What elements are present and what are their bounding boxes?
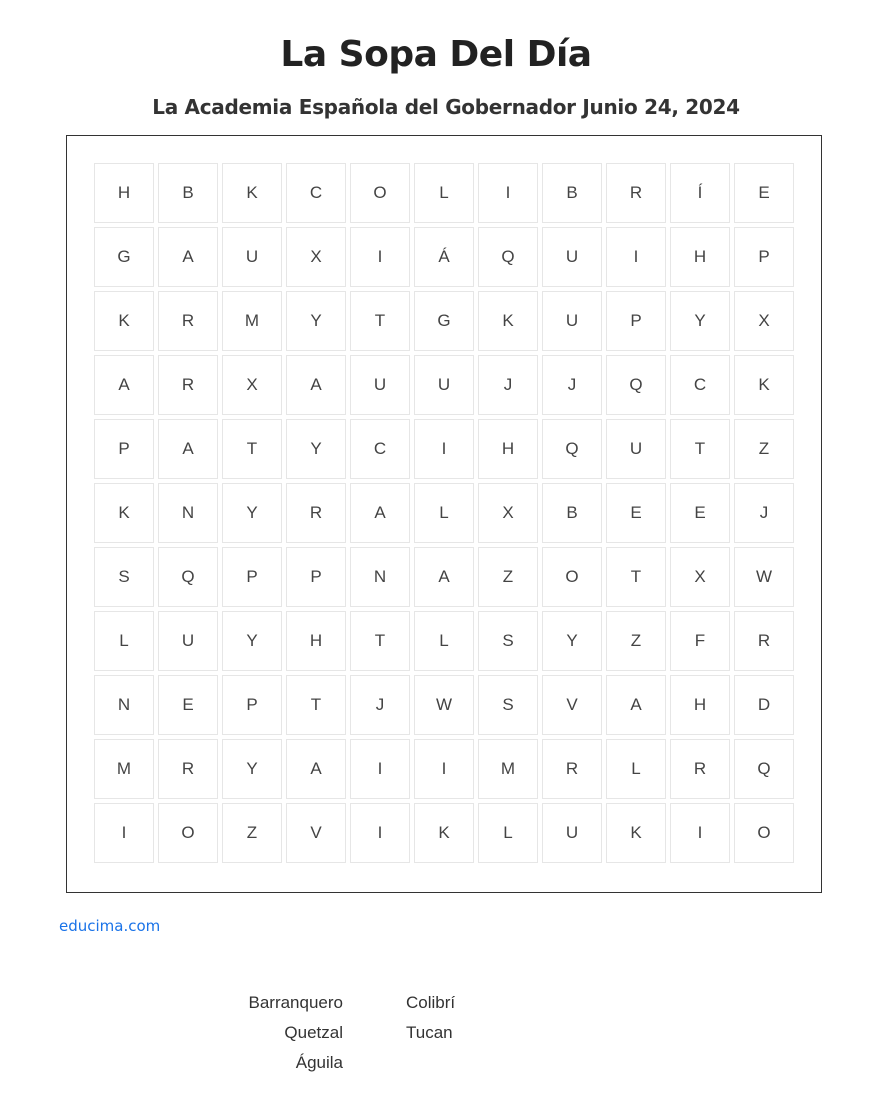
grid-cell[interactable]: I bbox=[350, 739, 410, 799]
grid-cell[interactable]: C bbox=[670, 355, 730, 415]
grid-cell[interactable]: Y bbox=[222, 483, 282, 543]
grid-cell[interactable]: Z bbox=[606, 611, 666, 671]
grid-cell[interactable]: R bbox=[670, 739, 730, 799]
grid-cell[interactable]: L bbox=[414, 163, 474, 223]
grid-cell[interactable]: S bbox=[478, 611, 538, 671]
grid-cell[interactable]: U bbox=[414, 355, 474, 415]
grid-cell[interactable]: M bbox=[478, 739, 538, 799]
grid-cell[interactable]: G bbox=[94, 227, 154, 287]
grid-cell[interactable]: Y bbox=[286, 291, 346, 351]
grid-cell[interactable]: N bbox=[350, 547, 410, 607]
grid-cell[interactable]: H bbox=[670, 227, 730, 287]
grid-cell[interactable]: X bbox=[670, 547, 730, 607]
grid-cell[interactable]: O bbox=[734, 803, 794, 863]
grid-cell[interactable]: Q bbox=[606, 355, 666, 415]
grid-cell[interactable]: R bbox=[734, 611, 794, 671]
grid-cell[interactable]: E bbox=[734, 163, 794, 223]
grid-cell[interactable]: O bbox=[350, 163, 410, 223]
grid-cell[interactable]: X bbox=[286, 227, 346, 287]
grid-cell[interactable]: K bbox=[734, 355, 794, 415]
grid-cell[interactable]: N bbox=[158, 483, 218, 543]
grid-cell[interactable]: Y bbox=[286, 419, 346, 479]
grid-cell[interactable]: T bbox=[222, 419, 282, 479]
grid-cell[interactable]: B bbox=[542, 163, 602, 223]
grid-cell[interactable]: T bbox=[670, 419, 730, 479]
grid-cell[interactable]: M bbox=[222, 291, 282, 351]
grid-cell[interactable]: A bbox=[286, 739, 346, 799]
word-search-frame bbox=[66, 135, 822, 893]
grid-cell[interactable]: P bbox=[734, 227, 794, 287]
grid-cell[interactable]: L bbox=[94, 611, 154, 671]
grid-cell[interactable]: K bbox=[222, 163, 282, 223]
grid-cell[interactable]: E bbox=[670, 483, 730, 543]
grid-cell[interactable]: I bbox=[478, 163, 538, 223]
grid-cell[interactable]: I bbox=[414, 739, 474, 799]
grid-cell[interactable]: D bbox=[734, 675, 794, 735]
grid-cell[interactable]: M bbox=[94, 739, 154, 799]
grid-cell[interactable]: Í bbox=[670, 163, 730, 223]
grid-cell[interactable]: U bbox=[158, 611, 218, 671]
grid-cell[interactable]: C bbox=[286, 163, 346, 223]
grid-cell[interactable]: J bbox=[478, 355, 538, 415]
word-search-grid bbox=[94, 163, 798, 867]
educima-link[interactable]: educima.com bbox=[59, 917, 161, 935]
grid-cell[interactable]: L bbox=[606, 739, 666, 799]
grid-cell[interactable]: T bbox=[606, 547, 666, 607]
grid-cell[interactable]: K bbox=[478, 291, 538, 351]
grid-cell[interactable]: Y bbox=[670, 291, 730, 351]
grid-cell[interactable]: I bbox=[670, 803, 730, 863]
grid-cell[interactable]: H bbox=[478, 419, 538, 479]
word-list-item: Colibrí bbox=[406, 993, 456, 1012]
grid-cell[interactable]: T bbox=[350, 291, 410, 351]
word-list-left-column bbox=[200, 988, 343, 1078]
grid-cell[interactable]: P bbox=[222, 547, 282, 607]
grid-cell[interactable]: K bbox=[94, 291, 154, 351]
grid-cell[interactable]: P bbox=[94, 419, 154, 479]
grid-cell[interactable]: Q bbox=[542, 419, 602, 479]
grid-cell[interactable]: U bbox=[542, 291, 602, 351]
grid-cell[interactable]: J bbox=[734, 483, 794, 543]
grid-cell[interactable]: I bbox=[350, 803, 410, 863]
grid-cell[interactable]: U bbox=[542, 227, 602, 287]
grid-cell[interactable]: K bbox=[94, 483, 154, 543]
grid-cell[interactable]: L bbox=[414, 611, 474, 671]
grid-cell[interactable]: H bbox=[670, 675, 730, 735]
grid-cell[interactable]: P bbox=[222, 675, 282, 735]
grid-cell[interactable]: A bbox=[158, 419, 218, 479]
grid-cell[interactable]: I bbox=[350, 227, 410, 287]
grid-cell[interactable]: R bbox=[286, 483, 346, 543]
grid-cell[interactable]: V bbox=[542, 675, 602, 735]
grid-cell[interactable]: U bbox=[542, 803, 602, 863]
grid-cell[interactable]: Q bbox=[734, 739, 794, 799]
grid-cell[interactable]: I bbox=[414, 419, 474, 479]
grid-cell[interactable]: E bbox=[158, 675, 218, 735]
word-list-right-column bbox=[406, 988, 606, 1048]
grid-cell[interactable]: G bbox=[414, 291, 474, 351]
grid-cell[interactable]: R bbox=[158, 739, 218, 799]
grid-cell[interactable]: C bbox=[350, 419, 410, 479]
grid-cell[interactable]: A bbox=[286, 355, 346, 415]
grid-cell[interactable]: S bbox=[478, 675, 538, 735]
grid-cell[interactable]: B bbox=[542, 483, 602, 543]
grid-cell[interactable]: K bbox=[606, 803, 666, 863]
grid-cell[interactable]: A bbox=[414, 547, 474, 607]
grid-cell[interactable]: O bbox=[542, 547, 602, 607]
grid-cell[interactable]: R bbox=[158, 355, 218, 415]
grid-cell[interactable]: Z bbox=[222, 803, 282, 863]
grid-cell[interactable]: V bbox=[286, 803, 346, 863]
grid-cell[interactable]: R bbox=[158, 291, 218, 351]
grid-cell[interactable]: Z bbox=[734, 419, 794, 479]
grid-cell[interactable]: T bbox=[350, 611, 410, 671]
grid-cell[interactable]: F bbox=[670, 611, 730, 671]
grid-cell[interactable]: R bbox=[542, 739, 602, 799]
grid-cell[interactable]: A bbox=[350, 483, 410, 543]
page-title: La Sopa Del Día bbox=[280, 34, 592, 75]
grid-cell[interactable]: K bbox=[414, 803, 474, 863]
grid-cell[interactable]: E bbox=[606, 483, 666, 543]
word-list-item: Quetzal bbox=[284, 1023, 343, 1042]
grid-cell[interactable]: Á bbox=[414, 227, 474, 287]
grid-cell[interactable]: J bbox=[350, 675, 410, 735]
word-list-item: Águila bbox=[295, 1053, 343, 1072]
grid-cell[interactable]: X bbox=[478, 483, 538, 543]
grid-cell[interactable]: R bbox=[606, 163, 666, 223]
grid-cell[interactable]: O bbox=[158, 803, 218, 863]
grid-cell[interactable]: A bbox=[158, 227, 218, 287]
grid-cell[interactable]: N bbox=[94, 675, 154, 735]
grid-cell[interactable]: T bbox=[286, 675, 346, 735]
grid-cell[interactable]: Q bbox=[158, 547, 218, 607]
grid-cell[interactable]: Y bbox=[542, 611, 602, 671]
word-list-item: Tucan bbox=[406, 1023, 453, 1042]
grid-cell[interactable]: Y bbox=[222, 611, 282, 671]
word-list-item: Barranquero bbox=[248, 993, 343, 1012]
grid-cell[interactable]: P bbox=[606, 291, 666, 351]
grid-cell[interactable]: Q bbox=[478, 227, 538, 287]
grid-cell[interactable]: S bbox=[94, 547, 154, 607]
grid-cell[interactable]: J bbox=[542, 355, 602, 415]
grid-cell[interactable]: W bbox=[734, 547, 794, 607]
grid-cell[interactable]: A bbox=[94, 355, 154, 415]
grid-cell[interactable]: U bbox=[350, 355, 410, 415]
page-subtitle: La Academia Española del Gobernador Junio 24, 2024 bbox=[152, 95, 740, 119]
grid-cell[interactable]: H bbox=[286, 611, 346, 671]
grid-cell[interactable]: L bbox=[414, 483, 474, 543]
grid-cell[interactable]: Y bbox=[222, 739, 282, 799]
grid-cell[interactable]: X bbox=[222, 355, 282, 415]
grid-cell[interactable]: A bbox=[606, 675, 666, 735]
grid-cell[interactable]: I bbox=[94, 803, 154, 863]
grid-cell[interactable]: L bbox=[478, 803, 538, 863]
grid-cell[interactable]: W bbox=[414, 675, 474, 735]
grid-cell[interactable]: B bbox=[158, 163, 218, 223]
grid-cell[interactable]: U bbox=[222, 227, 282, 287]
grid-cell[interactable]: I bbox=[606, 227, 666, 287]
grid-cell[interactable]: X bbox=[734, 291, 794, 351]
grid-cell[interactable]: Z bbox=[478, 547, 538, 607]
grid-cell[interactable]: U bbox=[606, 419, 666, 479]
grid-cell[interactable]: H bbox=[94, 163, 154, 223]
grid-cell[interactable]: P bbox=[286, 547, 346, 607]
